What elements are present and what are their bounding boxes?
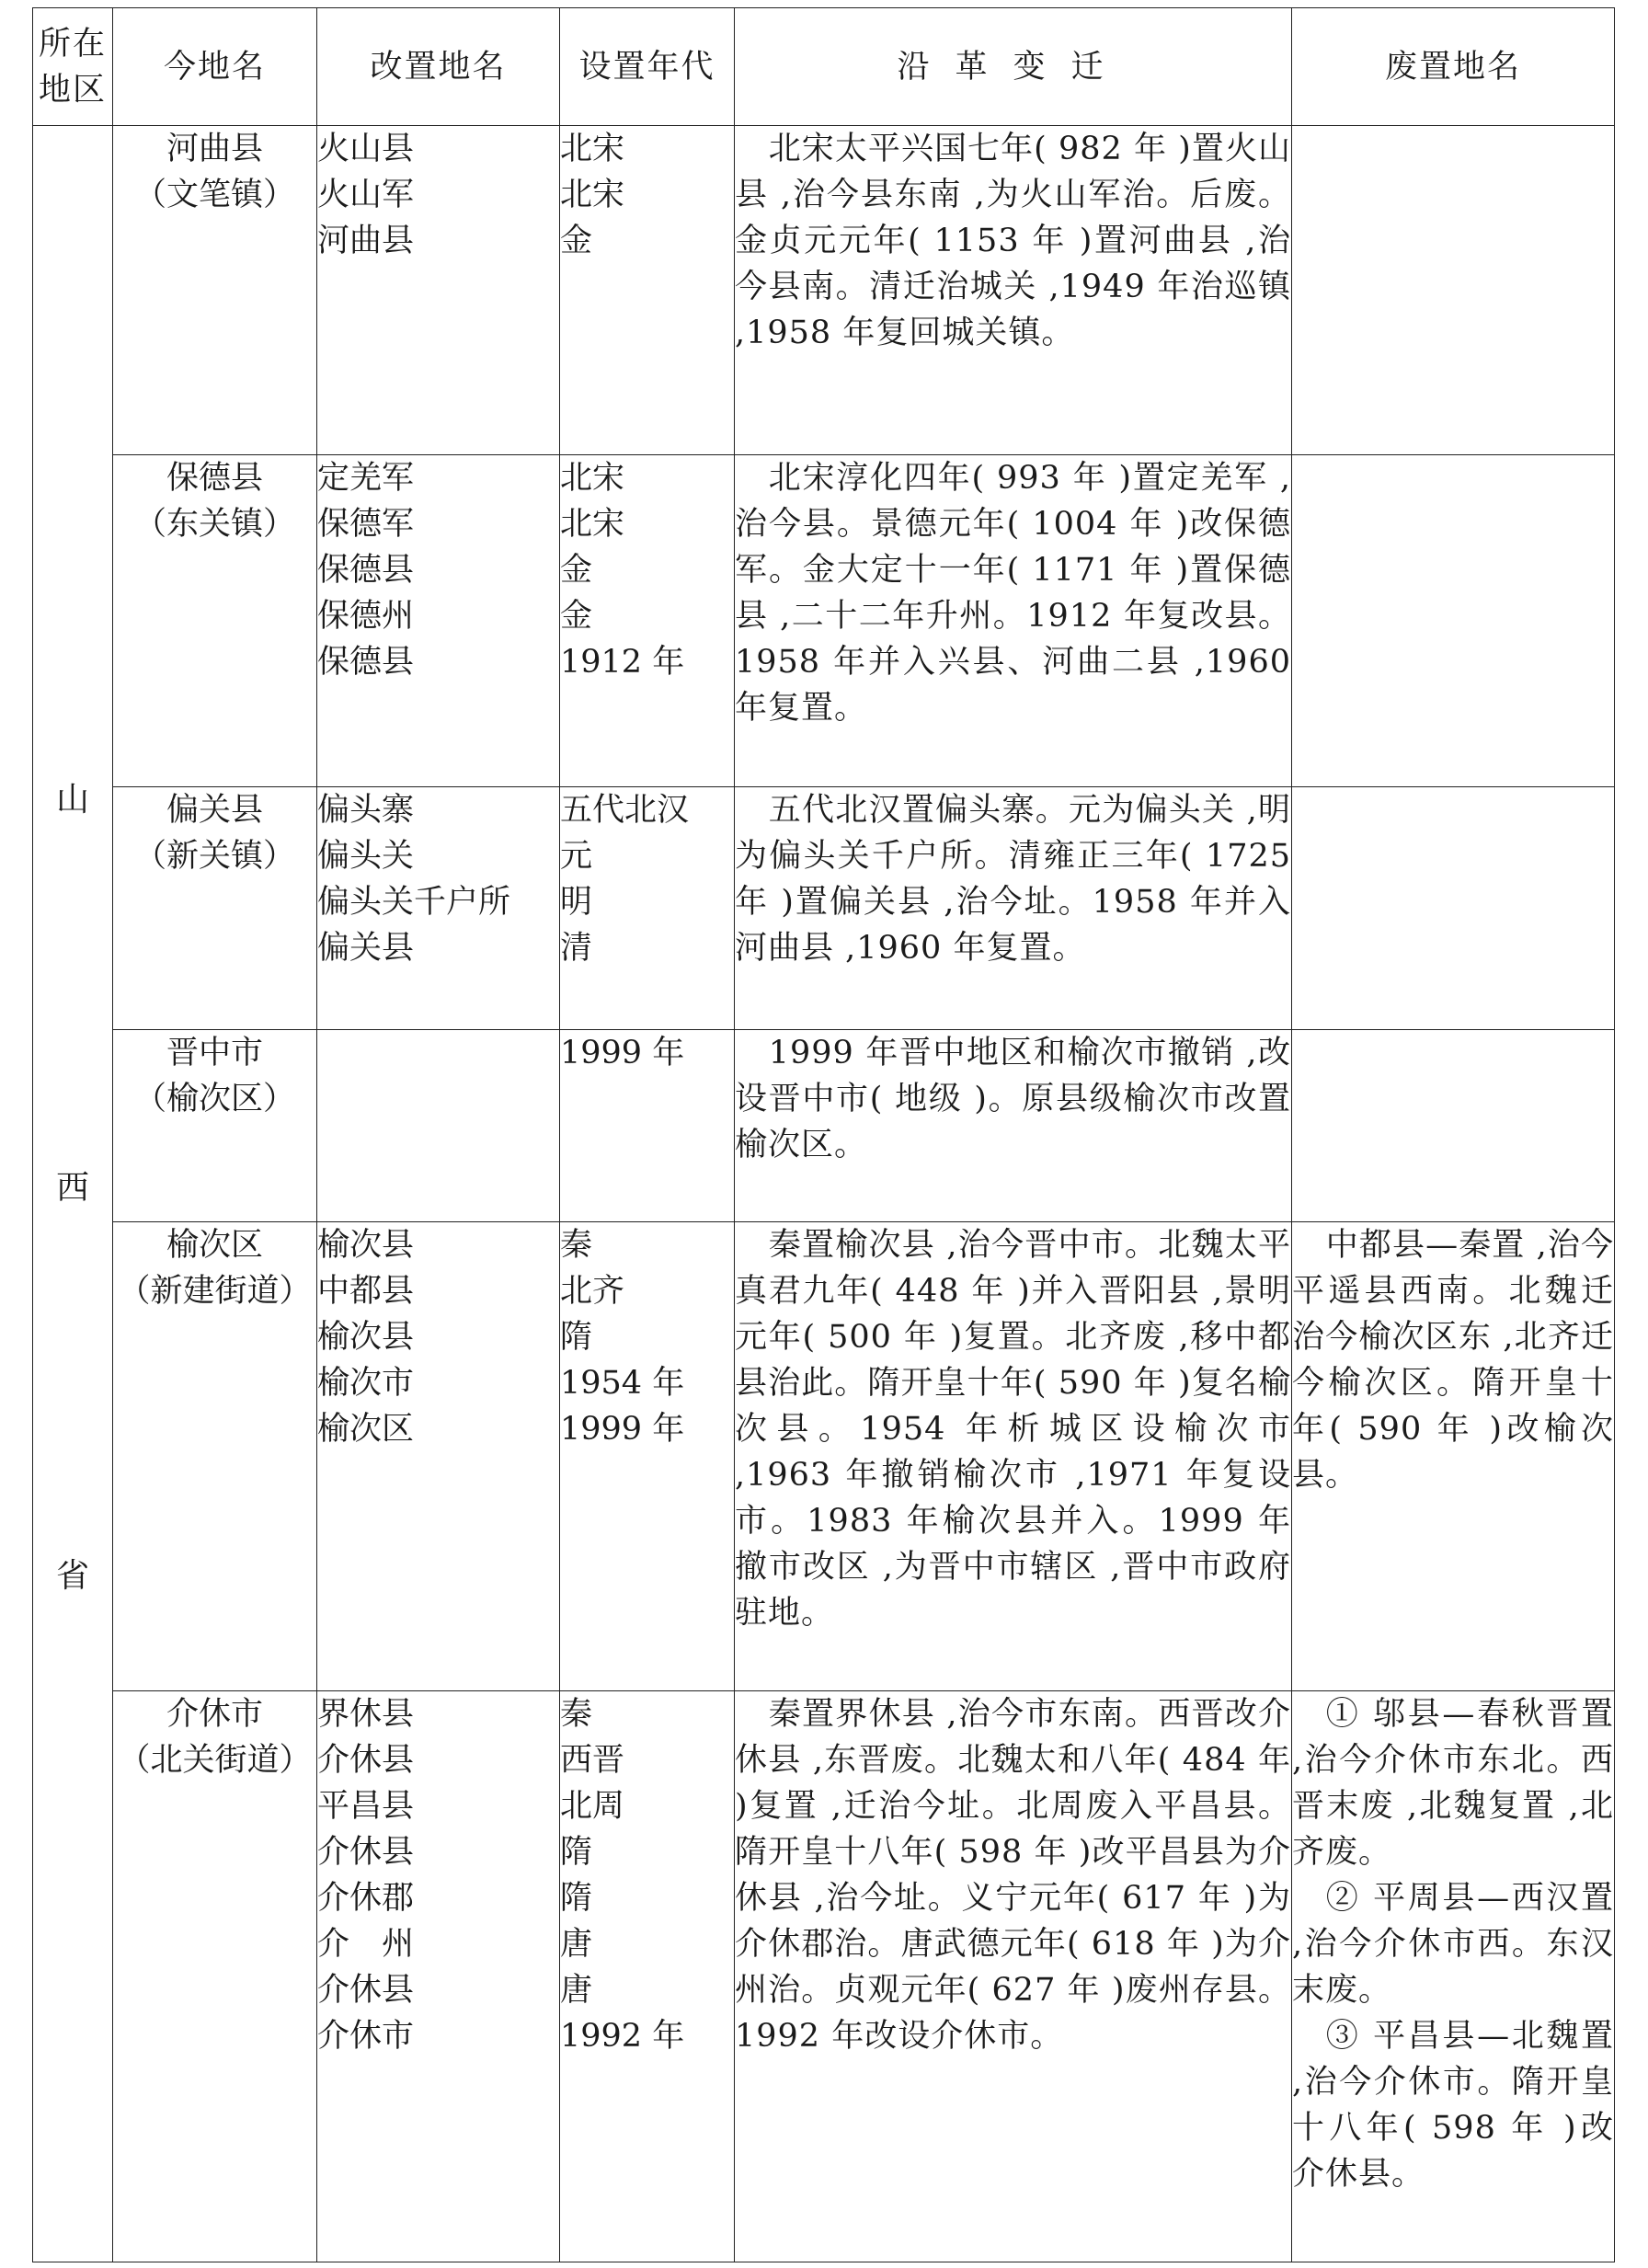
abolished-note: 中都县—秦置 ,治今平遥县西南。北魏迁治今榆次区东 ,北齐迁今榆次区。隋开皇十年( 590 年 )改榆次县。 [1292, 1226, 1614, 1494]
current-name-cell: 榆次区 （新建街道） [113, 1221, 317, 1691]
changed-names-cell [317, 455, 560, 786]
list-item: 北齐 [560, 1272, 625, 1310]
list-item: 北宋 [560, 460, 625, 498]
list-item: 界休县 [317, 1696, 415, 1734]
list-item: 火山县 [317, 131, 415, 167]
list-item: 榆次市 [317, 1364, 415, 1402]
current-name-cell: 偏关县 （新关镇） [113, 786, 317, 1029]
abolished-note: ② 平周县—西汉置 ,治今介休市西。东汉末废。 [1292, 1880, 1614, 2010]
list-item: 五代北汉 [560, 791, 690, 829]
list-item: 平昌县 [317, 1788, 415, 1826]
abolished-cell [1292, 455, 1615, 786]
place-name-table [32, 7, 1615, 2262]
abolished-cell [1292, 1691, 1615, 2262]
list-item: 保德军 [317, 506, 415, 544]
list-item: 中都县 [317, 1272, 415, 1310]
list-item: 北宋 [560, 177, 625, 213]
list-item: 北宋 [560, 131, 625, 167]
table-row [33, 1691, 1615, 2262]
list-item: 介休市 [317, 2018, 415, 2056]
list-item: 明 [560, 883, 593, 921]
region-char: 省 [55, 1557, 89, 1595]
list-item: 元 [560, 837, 593, 875]
list-item: 介休县 [317, 1834, 415, 1872]
abolished-note: ① 邬县—春秋晋置 ,治今介休市东北。西晋末废 ,北魏复置 ,北齐废。 [1292, 1696, 1614, 1872]
abolished-cell [1292, 1221, 1615, 1691]
evolution-cell: 北宋淳化四年( 993 年 )置定羌军 ,治今县。景德元年( 1004 年 )改保德军。金大定十一年( 1171 年 )置保德县 ,二十二年升州。1912 年复改县。1958 年并入兴县、河曲二县 ,1960 年复置。 [735, 455, 1292, 786]
list-item: 介休县 [317, 1742, 415, 1780]
region-cell [33, 126, 113, 2262]
list-item: 火山军 [317, 177, 415, 213]
evolution-cell: 秦置界休县 ,治今市东南。西晋改介休县 ,东晋废。北魏太和八年( 484 年 )复置 ,迁治今址。北周废入平昌县。隋开皇十八年( 598 年 )改平昌县为介休县 ,治今址。义宁元年( 617 年 )为介休郡治。唐武德元年( 618 年 )为介州治。贞观元年( 627 年 )废州存县。1992 年改设介休市。 [735, 1691, 1292, 2262]
table-row [33, 1030, 1615, 1221]
changed-names-cell [317, 786, 560, 1029]
current-name-cell: 介休市 （北关街道） [113, 1691, 317, 2262]
list-item: 偏头关 [317, 837, 415, 875]
abolished-cell [1292, 126, 1615, 455]
era-cell [560, 1030, 735, 1221]
list-item: 隋 [560, 1834, 593, 1872]
current-name-cell: 晋中市 （榆次区） [113, 1030, 317, 1221]
list-item: 保德县 [317, 644, 415, 682]
list-item: 榆次县 [317, 1226, 415, 1264]
list-item: 偏头寨 [317, 791, 415, 829]
table-row [33, 455, 1615, 786]
list-item: 清 [560, 929, 593, 967]
list-item: 唐 [560, 1972, 593, 2010]
header-row [33, 8, 1615, 126]
list-item: 榆次区 [317, 1410, 415, 1448]
era-cell [560, 1221, 735, 1691]
evolution-cell: 五代北汉置偏头寨。元为偏头关 ,明为偏头关千户所。清雍正三年( 1725 年 )置偏关县 ,治今址。1958 年并入河曲县 ,1960 年复置。 [735, 786, 1292, 1029]
era-cell [560, 786, 735, 1029]
list-item: 介休县 [317, 1972, 415, 2010]
abolished-note: ③ 平昌县—北魏置 ,治今介休市。隋开皇十八年( 598 年 )改介休县。 [1292, 2018, 1614, 2194]
era-cell [560, 1691, 735, 2262]
list-item: 定羌军 [317, 460, 415, 498]
list-item: 1999 年 [560, 1035, 685, 1072]
list-item: 1992 年 [560, 2018, 685, 2056]
current-name-cell: 河曲县 （文笔镇） [113, 126, 317, 455]
evolution-cell: 1999 年晋中地区和榆次市撤销 ,改设晋中市( 地级 )。原县级榆次市改置榆次区。 [735, 1030, 1292, 1221]
table-row [33, 786, 1615, 1029]
evolution-cell: 秦置榆次县 ,治今晋中市。北魏太平真君九年( 448 年 )并入晋阳县 ,景明元年( 500 年 )复置。北齐废 ,移中都县治此。隋开皇十年( 590 年 )复名榆次县。1954 年析城区设榆次市 ,1963 年撤销榆次市 ,1971 年复设市。1983 年榆次县并入。1999 年撤市改区 ,为晋中市辖区 ,晋中市政府驻地。 [735, 1221, 1292, 1691]
list-item: 隋 [560, 1318, 593, 1356]
header-evolution: 沿革变迁 [735, 8, 1292, 126]
list-item: 保德县 [317, 552, 415, 590]
list-item: 北周 [560, 1788, 625, 1826]
list-item: 秦 [560, 1696, 593, 1734]
header-era: 设置年代 [560, 8, 735, 126]
current-name-cell: 保德县 （东关镇） [113, 455, 317, 786]
era-cell [560, 126, 735, 455]
list-item: 保德州 [317, 598, 415, 636]
list-item: 金 [560, 223, 593, 259]
list-item: 偏关县 [317, 929, 415, 967]
era-cell [560, 455, 735, 786]
header-current-name: 今地名 [113, 8, 317, 126]
list-item: 金 [560, 552, 593, 590]
list-item: 1999 年 [560, 1410, 685, 1448]
list-item: 介休郡 [317, 1880, 415, 1918]
changed-names-cell [317, 1691, 560, 2262]
header-changed-names: 改置地名 [317, 8, 560, 126]
list-item: 秦 [560, 1226, 593, 1264]
table-row [33, 1221, 1615, 1691]
list-item: 北宋 [560, 506, 625, 544]
region-char: 山 [55, 781, 89, 819]
list-item: 介 州 [317, 1926, 415, 1964]
list-item: 金 [560, 598, 593, 636]
abolished-cell [1292, 786, 1615, 1029]
header-abolished: 废置地名 [1292, 8, 1615, 126]
list-item: 1954 年 [560, 1364, 685, 1402]
evolution-cell: 北宋太平兴国七年( 982 年 )置火山县 ,治今县东南 ,为火山军治。后废。金贞元元年( 1153 年 )置河曲县 ,治今县南。清迁治城关 ,1949 年治巡镇 ,1958 年复回城关镇。 [735, 126, 1292, 455]
list-item: 西晋 [560, 1742, 625, 1780]
list-item: 隋 [560, 1880, 593, 1918]
changed-names-cell [317, 1221, 560, 1691]
list-item: 1912 年 [560, 644, 685, 682]
header-region: 所在地区 [33, 8, 113, 126]
region-char: 西 [55, 1169, 89, 1207]
changed-names-cell [317, 1030, 560, 1221]
abolished-cell [1292, 1030, 1615, 1221]
list-item: 河曲县 [317, 223, 415, 259]
list-item: 榆次县 [317, 1318, 415, 1356]
list-item: 偏头关千户所 [317, 883, 511, 921]
table-row [33, 126, 1615, 455]
changed-names-cell [317, 126, 560, 455]
list-item: 唐 [560, 1926, 593, 1964]
